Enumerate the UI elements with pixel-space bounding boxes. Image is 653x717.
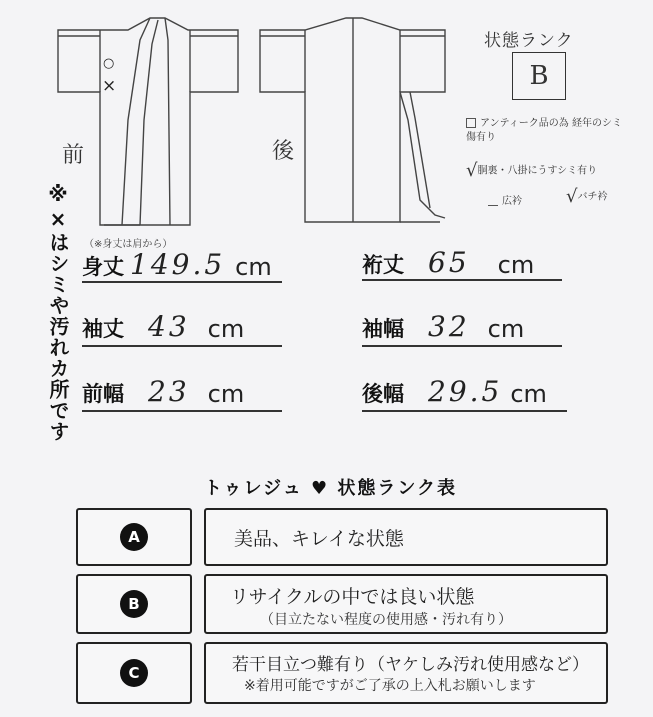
check-lining-stain: √胴裏・八掛にうすシミ有り bbox=[466, 160, 598, 181]
stain-cross-mark: × bbox=[102, 76, 117, 96]
rank-a-badge: A bbox=[120, 523, 148, 551]
rank-b-cell bbox=[76, 574, 192, 634]
back-kimono-drawing bbox=[260, 18, 445, 222]
rank-table-title: トゥレジュ ♥ 状態ランク表 bbox=[204, 478, 458, 499]
check-antique: アンティーク品の為 経年のシミ傷有り bbox=[466, 118, 622, 143]
check-hiroeri: 広衿 bbox=[488, 192, 522, 207]
rank-c-badge: C bbox=[120, 659, 148, 687]
stain-circle-mark: ○ bbox=[103, 56, 115, 71]
underline bbox=[82, 281, 282, 283]
rank-b-sub: （目立たない程度の使用感・汚れ有り） bbox=[260, 612, 512, 628]
underline bbox=[362, 279, 562, 281]
rank-value-box bbox=[512, 52, 566, 100]
rank-b-desc: リサイクルの中では良い状態 bbox=[230, 586, 475, 608]
back-label: 後 bbox=[272, 139, 295, 164]
underline bbox=[82, 345, 282, 347]
checkbox-unchecked bbox=[488, 196, 498, 206]
stain-side-note: ※×はシミや汚れカ所です bbox=[46, 182, 70, 442]
rank-c-sub: ※着用可能ですがご了承の上入札お願いします bbox=[244, 678, 536, 694]
rank-c-cell bbox=[76, 642, 192, 704]
underline bbox=[362, 345, 562, 347]
measure-sodetake: 袖丈 43 cm bbox=[82, 310, 245, 343]
measure-mitake: 身丈 149.5 cm bbox=[82, 248, 272, 281]
measure-ushirohaba: 後幅 29.5 cm bbox=[362, 375, 547, 408]
rank-b-badge: B bbox=[120, 590, 148, 618]
rank-c-desc-cell bbox=[204, 642, 608, 704]
measure-yuki: 裄丈 65 cm bbox=[362, 246, 535, 279]
front-kimono-drawing bbox=[58, 18, 238, 225]
checkbox-unchecked bbox=[466, 118, 476, 128]
rank-a-cell bbox=[76, 508, 192, 566]
rank-b-desc-cell bbox=[204, 574, 608, 634]
checkmark-icon: √ bbox=[566, 186, 578, 207]
check-bachieri: √バチ衿 bbox=[566, 186, 608, 207]
rank-value: B bbox=[529, 61, 549, 91]
underline bbox=[82, 410, 282, 412]
rank-panel-title: 状態ランク bbox=[484, 31, 574, 51]
underline bbox=[362, 410, 567, 412]
measure-sodehaba: 袖幅 32 cm bbox=[362, 310, 525, 343]
measure-maehaba: 前幅 23 cm bbox=[82, 375, 245, 408]
shoulder-note: （※身丈は肩から） bbox=[84, 239, 173, 250]
rank-a-desc: 美品、キレイな状態 bbox=[234, 528, 404, 550]
rank-a-desc-cell bbox=[204, 508, 608, 566]
checkmark-icon: √ bbox=[466, 160, 478, 181]
front-label: 前 bbox=[62, 143, 85, 168]
rank-c-desc: 若干目立つ難有り（ヤケしみ汚れ使用感など） bbox=[232, 655, 589, 675]
